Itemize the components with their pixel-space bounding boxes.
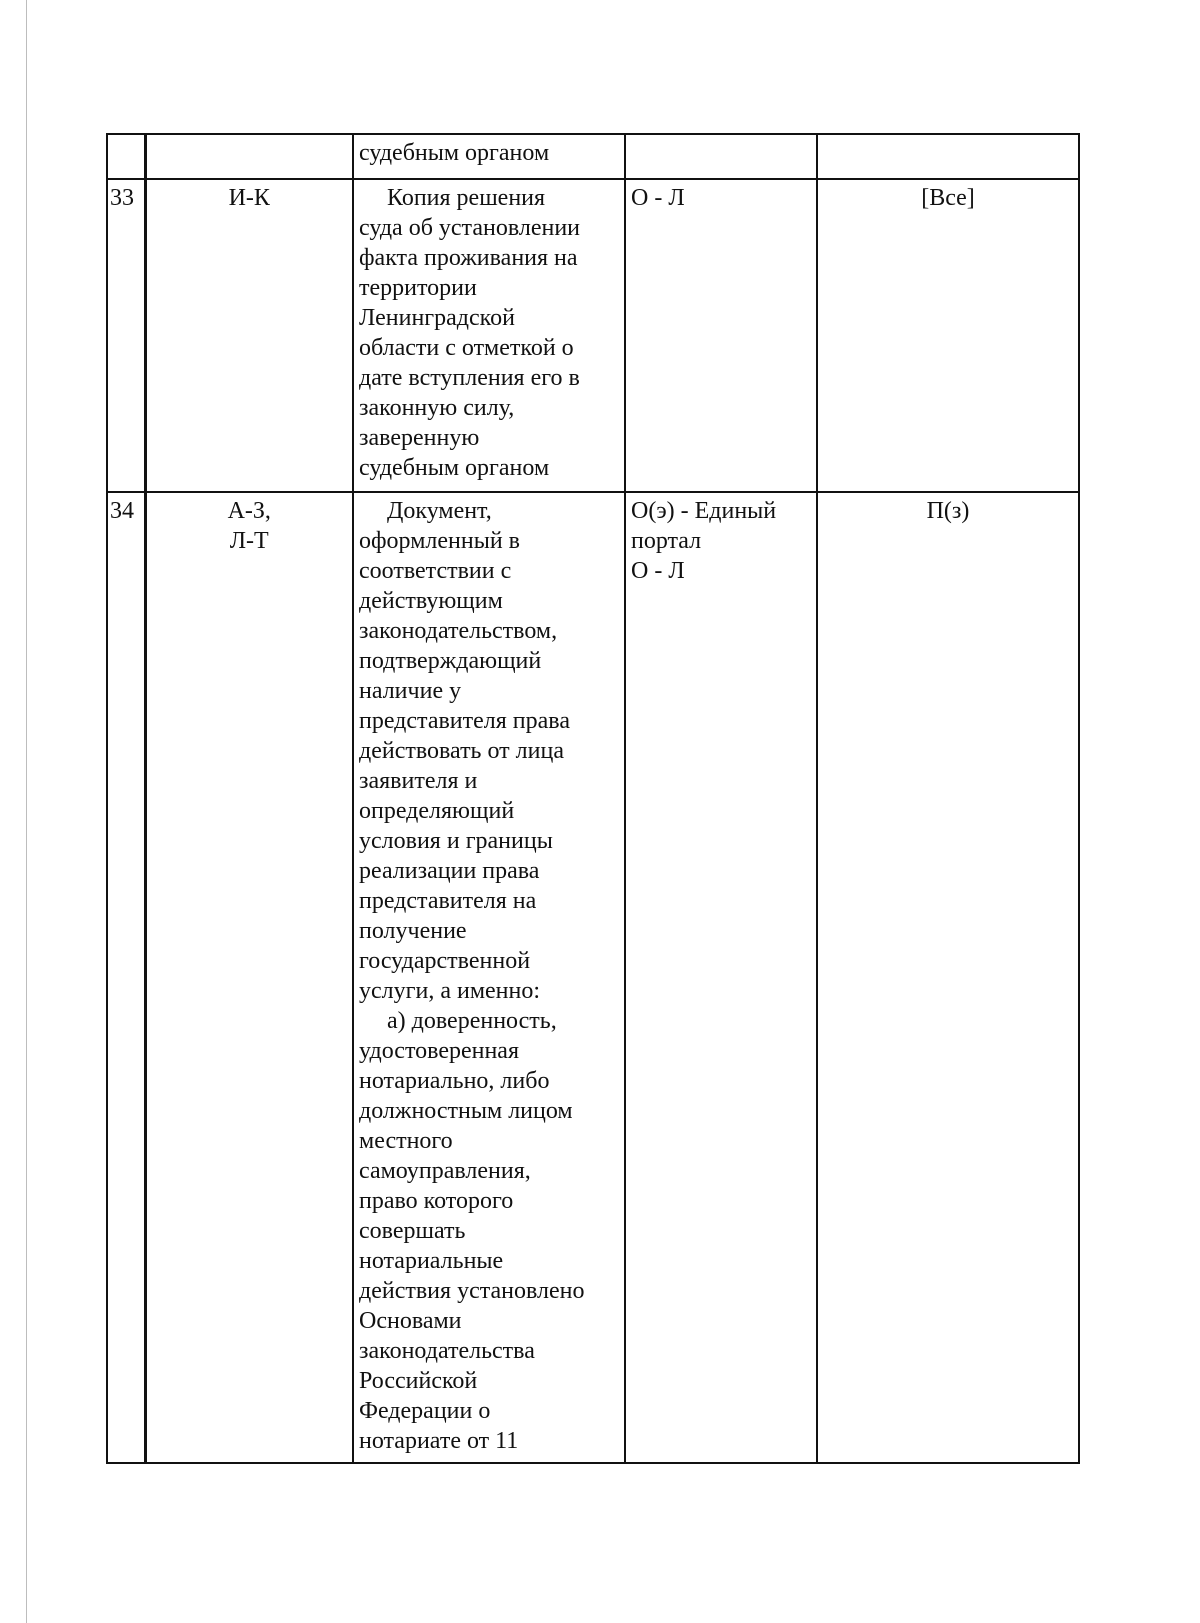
document-line: нотариально, либо: [359, 1068, 550, 1094]
document-line: определяющий: [359, 798, 515, 824]
document-line: заверенную: [359, 425, 480, 451]
document-line: Копия решения: [387, 185, 546, 211]
document-line: Ленинградской: [359, 305, 515, 331]
document-description-cell: [353, 492, 625, 1463]
table-row: [107, 492, 1079, 1463]
applicant-category-cell: [145, 492, 353, 1463]
document-line: получение: [359, 918, 467, 944]
document-line: факта проживания на: [359, 245, 578, 271]
form-line: портал: [631, 528, 702, 554]
document-line: оформленный в: [359, 528, 520, 554]
document-description-cell: [353, 134, 625, 179]
row-number: [107, 134, 145, 179]
form-line: О - Л: [631, 558, 685, 584]
document-line: должностным лицом: [359, 1098, 573, 1124]
document-line: представителя права: [359, 708, 570, 734]
document-line: законную силу,: [359, 395, 515, 421]
document-line: соответствии с: [359, 558, 512, 584]
document-line: дате вступления его в: [359, 365, 580, 391]
document-line: представителя на: [359, 888, 537, 914]
document-line: право которого: [359, 1188, 514, 1214]
document-line: Федерации о: [359, 1398, 491, 1424]
document-line: законодательства: [359, 1338, 535, 1364]
submission-form-cell: [625, 179, 817, 492]
document-line: действующим: [359, 588, 503, 614]
row-number: 33: [107, 179, 145, 492]
document-line: суда об установлении: [359, 215, 581, 241]
form-line: О(э) - Единый: [631, 498, 777, 524]
document-line: действовать от лица: [359, 738, 564, 764]
document-line: удостоверенная: [359, 1038, 519, 1064]
document-line: Основами: [359, 1308, 462, 1334]
document-line: государственной: [359, 948, 531, 974]
document-line: судебным органом: [359, 140, 550, 166]
document-line: условия и границы: [359, 828, 553, 854]
document-line: наличие у: [359, 678, 462, 704]
document-line: территории: [359, 275, 477, 301]
document-line: судебным органом: [359, 455, 550, 481]
document-line: а) доверенность,: [387, 1008, 557, 1034]
documents-table: [106, 133, 1080, 1464]
category-line: Л-Т: [229, 528, 269, 554]
applicant-category-cell: [145, 134, 353, 179]
applicant-category-cell: [145, 179, 353, 492]
document-line: действия установлено: [359, 1278, 585, 1304]
table-row: [107, 179, 1079, 492]
document-line: услуги, а именно:: [359, 978, 541, 1004]
document-line: заявителя и: [359, 768, 478, 794]
document-line: местного: [359, 1128, 453, 1154]
requirement-cell: [817, 134, 1079, 179]
document-line: законодательством,: [359, 618, 558, 644]
submission-form-cell: [625, 492, 817, 1463]
document-line: нотариате от 11: [359, 1428, 519, 1454]
category-line: А-З,: [227, 498, 271, 524]
scan-edge-line: [26, 0, 27, 1623]
document-line: области с отметкой о: [359, 335, 574, 361]
document-line: нотариальные: [359, 1248, 504, 1274]
table-row: [107, 134, 1079, 179]
row-number: 34: [107, 492, 145, 1463]
document-line: Документ,: [387, 498, 492, 524]
form-line: О - Л: [631, 185, 685, 211]
document-description-cell: [353, 179, 625, 492]
document-line: Российской: [359, 1368, 478, 1394]
category-line: И-К: [228, 185, 270, 211]
requirement-cell: П(з): [817, 492, 1079, 1463]
document-line: совершать: [359, 1218, 466, 1244]
document-line: самоуправления,: [359, 1158, 531, 1184]
requirement-cell: [Все]: [817, 179, 1079, 492]
document-line: реализации права: [359, 858, 540, 884]
document-line: подтверждающий: [359, 648, 542, 674]
submission-form-cell: [625, 134, 817, 179]
